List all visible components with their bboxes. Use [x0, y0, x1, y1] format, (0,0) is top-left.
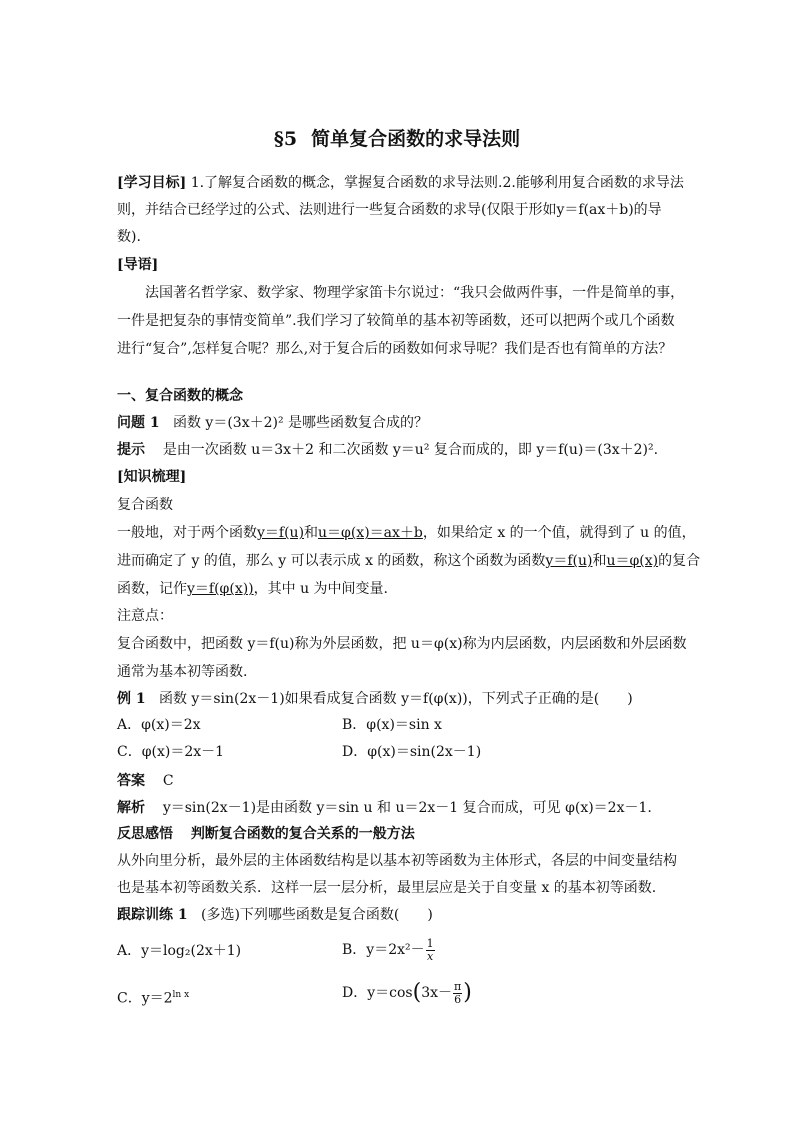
example-1: 例 1 函数 y＝sin(2x－1)如果看成复合函数 y＝f(φ(x))，下列式子正确的是( ) — [117, 691, 633, 707]
objectives-label: [学习目标] — [117, 175, 187, 191]
intro-line-2: 一件是把复杂的事情变简单”.我们学习了较简单的基本初等函数，还可以把两个或几个函数 — [117, 313, 675, 329]
option-B: B．φ(x)＝sin x — [342, 717, 442, 733]
objectives-line-1: [学习目标] 1.了解复合函数的概念，掌握复合函数的求导法则.2.能够利用复合函数的求导法 — [117, 175, 684, 191]
question-label: 问题 1 — [117, 415, 160, 431]
section-heading: 一、复合函数的概念 — [117, 388, 243, 404]
title-text: 简单复合函数的求导法则 — [311, 128, 521, 150]
practice-option-C: C．$y=2^{ln x}$ — [117, 990, 190, 1007]
example-label: 例 1 — [117, 691, 146, 707]
answer-line — [117, 771, 174, 791]
question-1: 问题 1 函数 y＝(3x＋2)² 是哪些函数复合成的？ — [117, 415, 429, 431]
option-D: D．φ(x)＝sin(2x－1) — [342, 744, 482, 760]
practice-option-B: B．y＝2x²－ $\frac{1}{x}$ — [342, 936, 434, 963]
notes-line-2: 通常为基本初等函数. — [117, 664, 248, 680]
option-A: A．φ(x)＝2x — [117, 717, 201, 733]
analysis-label: 解析 — [117, 800, 145, 816]
practice-option-D: D．y＝cos(3x－ $\frac{\pi}{6}$ ) — [342, 979, 472, 1006]
practice-1: 跟踪训练 1 (多选)下列哪些函数是复合函数( ) — [117, 907, 433, 923]
knowledge-line-3: 函数，记作y＝f(φ(x))，其中 u 为中间变量. — [117, 581, 389, 597]
notes-line-1: 复合函数中，把函数 y＝f(u)称为外层函数，把 u＝φ(x)称为内层函数，内层函数和外层函数 — [117, 636, 687, 652]
objectives-line-2: 则，并结合已经学过的公式、法则进行一些复合函数的求导(仅限于形如y＝f(ax＋b)的导 — [117, 202, 662, 218]
knowledge-label: [知识梳理] — [117, 469, 187, 485]
intro-line-1: 法国著名哲学家、数学家、物理学家笛卡尔说过：“我只会做两件事，一件是简单的事， — [145, 285, 685, 301]
practice-option-A: A．y＝log₂(2x＋1) — [117, 943, 242, 959]
answer-label: 答案 — [117, 773, 145, 789]
reflection-heading: 反思感悟 判断复合函数的复合关系的一般方法 — [117, 826, 415, 842]
reflection-line-2: 也是基本初等函数关系．这样一层一层分析，最里层应是关于自变量 x 的基本初等函数. — [117, 880, 657, 896]
fraction: $\frac{1}{x}$ — [426, 936, 434, 963]
option-C: C．φ(x)＝2x－1 — [117, 744, 225, 760]
hint-line: 提示 是由一次函数 u＝3x＋2 和二次函数 y＝u² 复合而成的，即 y＝f(u)＝(3x＋2)². — [117, 442, 659, 458]
practice-label: 跟踪训练 1 — [117, 907, 188, 923]
intro-line-3: 进行“复合”,怎样复合呢？那么,对于复合后的函数如何求导呢？我们是否也有简单的方法？ — [117, 341, 673, 357]
reflection-line-1: 从外向里分析，最外层的主体函数结构是以基本初等函数为主体形式，各层的中间变量结构 — [117, 853, 677, 869]
answer-value: C — [162, 773, 174, 789]
hint-label: 提示 — [117, 442, 145, 458]
fraction: $\frac{\pi}{6}$ — [454, 979, 462, 1006]
intro-label: [导语] — [117, 257, 159, 273]
reflection-label: 反思感悟 — [117, 826, 173, 842]
notes-label: 注意点： — [117, 608, 173, 624]
page-title — [0, 124, 794, 151]
analysis-line: 解析 y＝sin(2x－1)是由函数 y＝sin u 和 u＝2x－1 复合而成，可见 φ(x)＝2x－1. — [117, 800, 652, 816]
knowledge-line-1: 一般地，对于两个函数y＝f(u)和u＝φ(x)＝ax＋b，如果给定 x 的一个值，就得到了 u 的值， — [117, 525, 696, 541]
section-number: §5 — [273, 128, 298, 150]
knowledge-term: 复合函数 — [117, 497, 173, 513]
objectives-line-3: 数). — [117, 229, 141, 245]
knowledge-line-2: 进而确定了 y 的值，那么 y 可以表示成 x 的函数，称这个函数为函数y＝f(u)和u＝φ(x)的复合 — [117, 553, 701, 569]
